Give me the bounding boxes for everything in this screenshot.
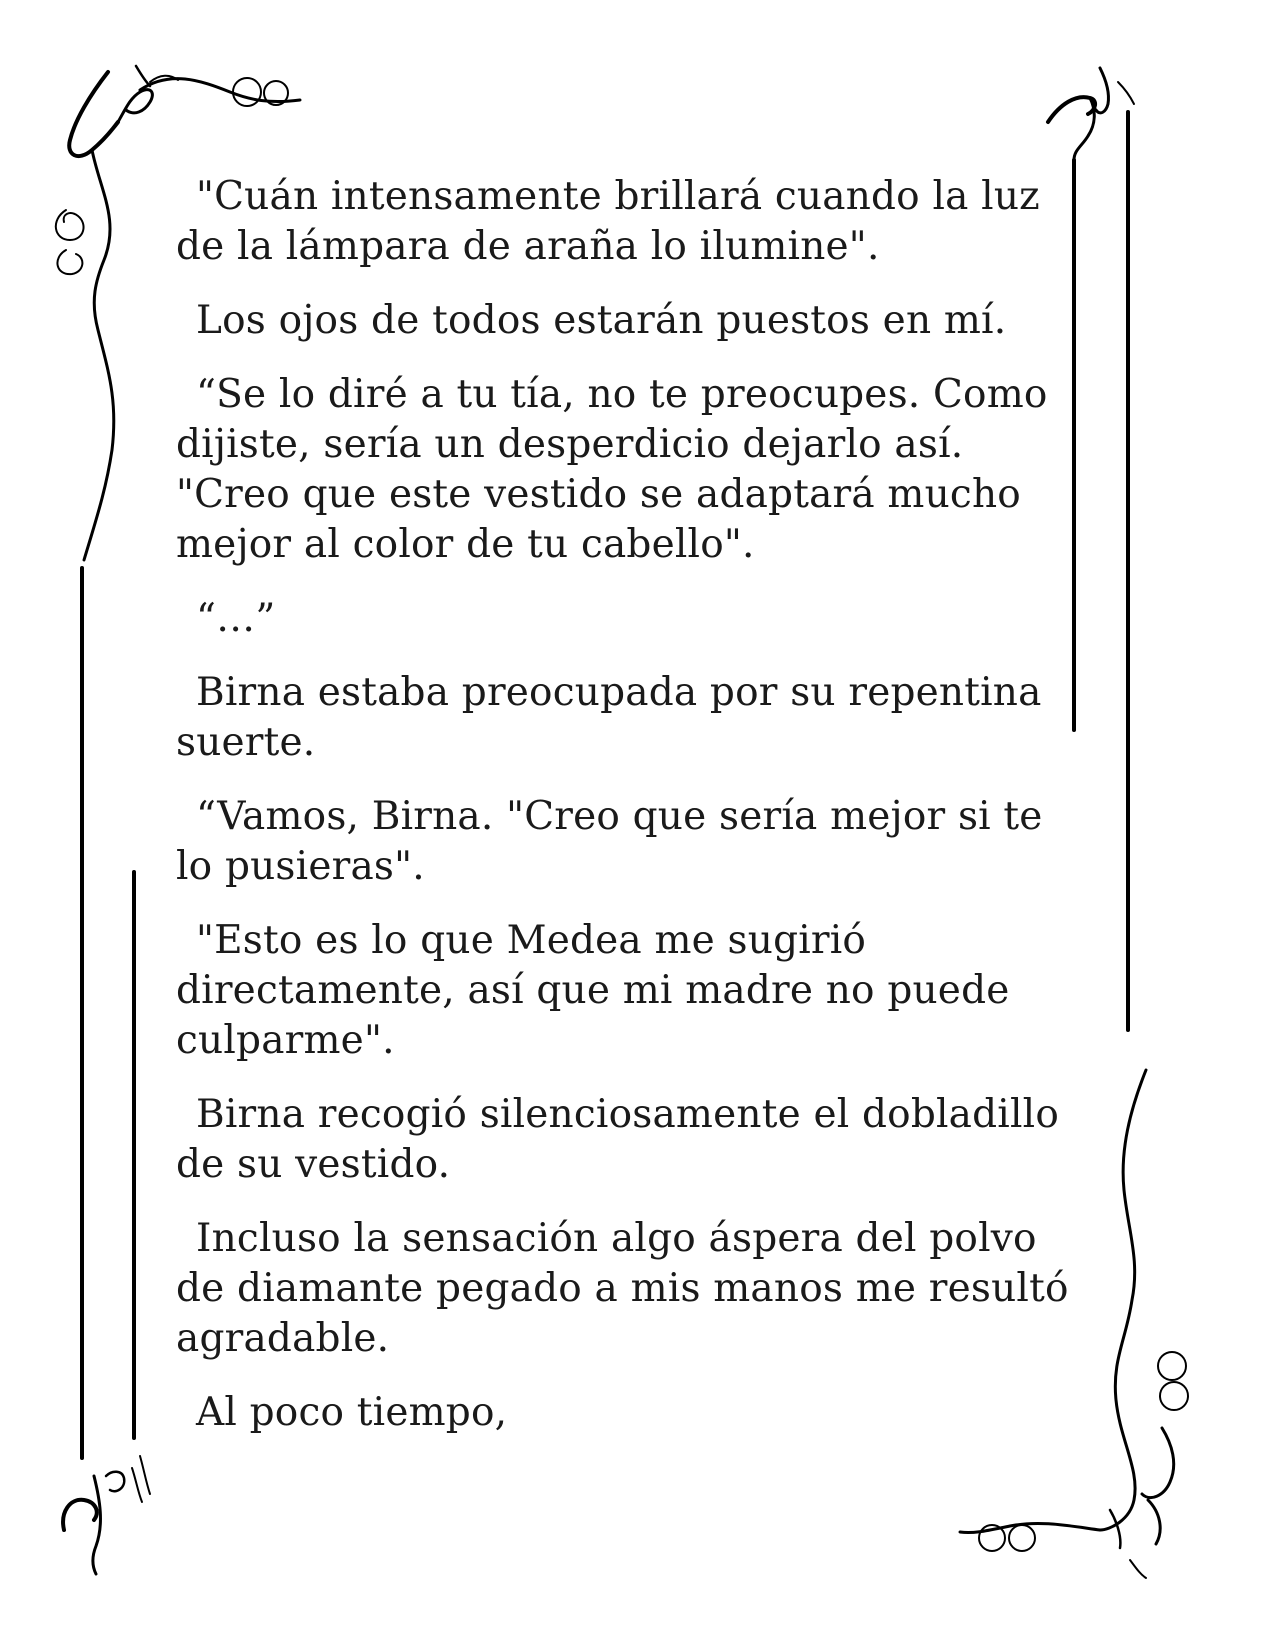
paragraph: Los ojos de todos estarán puestos en mí. — [196, 298, 1007, 343]
paragraph: Al poco tiempo, — [196, 1390, 508, 1435]
bottom-left-flourish-icon — [63, 1456, 150, 1574]
paragraph: “Se lo diré a tu tía, no te preocupes. Como dijiste, sería un desperdicio dejarlo así. "Creo que este vestido se adaptará mucho mejor al color de tu cabello". — [176, 372, 1048, 567]
document-body — [176, 172, 1076, 1462]
paragraph: "Esto es lo que Medea me sugirió directamente, así que mi madre no puede culparme". — [176, 918, 1010, 1063]
paragraph: Birna recogió silenciosamente el dobladillo de su vestido. — [176, 1092, 1060, 1187]
paragraph: Incluso la sensación algo áspera del polvo de diamante pegado a mis manos me resultó agradable. — [176, 1216, 1069, 1361]
paragraph: “Vamos, Birna. "Creo que sería mejor si te lo pusieras". — [176, 794, 1043, 889]
top-right-flourish-icon — [1048, 68, 1134, 160]
paragraph: Birna estaba preocupada por su repentina suerte. — [176, 670, 1042, 765]
paragraph: “…” — [196, 596, 276, 641]
paragraph: "Cuán intensamente brillará cuando la luz de la lámpara de araña lo ilumine". — [176, 174, 1040, 269]
